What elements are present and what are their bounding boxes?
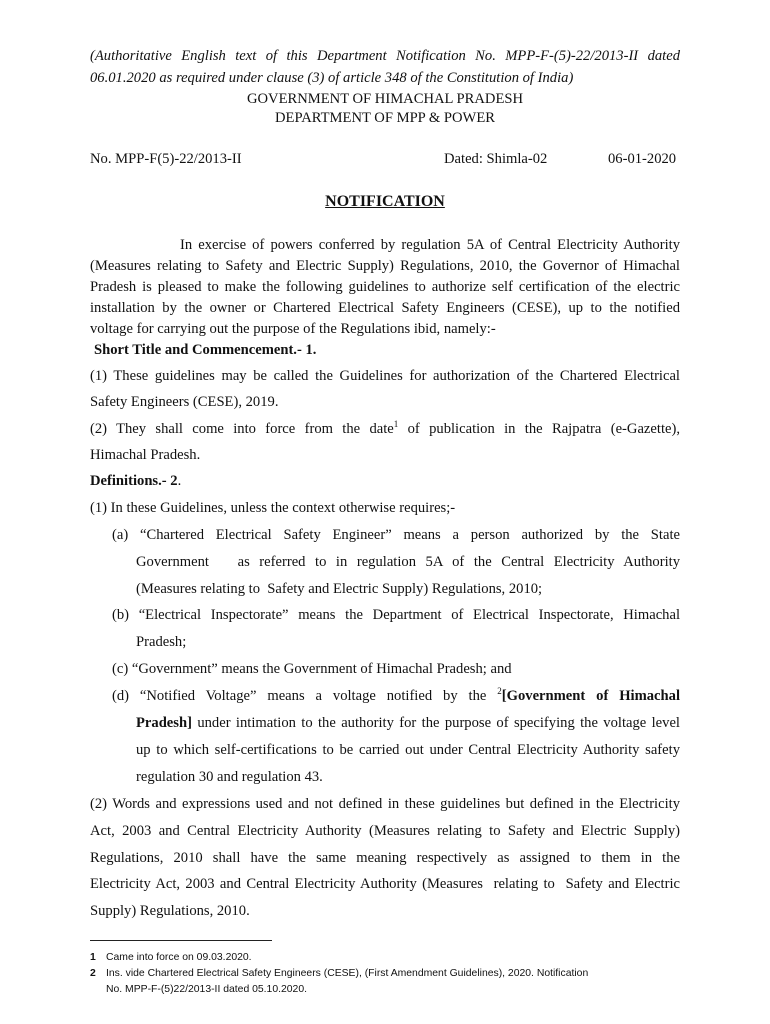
government-heading: GOVERNMENT OF HIMACHAL PRADESH (246, 91, 524, 107)
definition-a-line-1: (a) “Chartered Electrical Safety Engineer” means a person authorized by the State (112, 527, 680, 543)
definition-d-line-2: Pradesh] under intimation to the authority for the purpose of specifying the voltage level (136, 715, 680, 731)
definition-a-line-2: Government as referred to in regulation 5A of the Central Electricity Authority (136, 554, 680, 570)
definition-d-line-1: (d) “Notified Voltage” means a voltage notified by the $^2$[Government of Himachal (112, 686, 681, 704)
section-1-para-1-line-1: (1) These guidelines may be called the Guidelines for authorization of the Chartered Electrical (90, 368, 680, 384)
section-1-para-1-line-2: Safety Engineers (CESE), 2019. (90, 394, 279, 410)
section-1-para-2-line-2: Himachal Pradesh. (90, 447, 201, 463)
preamble-line-1: In exercise of powers conferred by regulation 5A of Central Electricity Authority (180, 237, 680, 253)
section-2-para-2-line-2: Act, 2003 and Central Electricity Authority (Measures relating to Safety and Electric Supply) (90, 823, 680, 839)
section-1-para-2-line-1: (2) They shall come into force from the date$^1$ of publication in the Rajpatra (e-Gazette), (90, 419, 680, 437)
section-2-para-2-line-3: Regulations, 2010 shall have the same meaning respectively as assigned to them in the (90, 850, 680, 866)
footnote-ref-2[interactable]: 2 (497, 686, 502, 696)
section-2-intro: (1) In these Guidelines, unless the context otherwise requires;- (90, 500, 456, 516)
footnote-2-cont: No. MPP-F-(5)22/2013-II dated 05.10.2020. (106, 984, 307, 995)
preamble-line-3: Pradesh is pleased to make the following guidelines to authorize self certification of the electric (90, 279, 680, 295)
definition-a-line-3: (Measures relating to Safety and Electric Supply) Regulations, 2010; (136, 581, 543, 597)
dated-place: Dated: Shimla-02 (444, 151, 548, 167)
page-title: NOTIFICATION (325, 193, 445, 210)
section-2-para-2-line-4: Electricity Act, 2003 and Central Electricity Authority (Measures relating to Safety and Electric (90, 876, 680, 892)
notification-number: No. MPP-F(5)-22/2013-II (90, 151, 242, 167)
section-1-heading: Short Title and Commencement.- 1. (94, 342, 317, 358)
authoritative-text-line-2: 06.01.2020 as required under clause (3) of article 348 of the Constitution of India) (90, 70, 574, 86)
preamble-line-5: voltage for carrying out the purpose of the Regulations ibid, namely:- (90, 321, 496, 337)
definition-d-line-3: up to which self-certifications to be carried out under Central Electricity Authority safety (136, 742, 680, 758)
footnote-1: 1 Came into force on 09.03.2020. (90, 952, 252, 963)
authoritative-text-line-1: (Authoritative English text of this Department Notification No. MPP-F-(5)-22/2013-II dated (90, 48, 680, 64)
footnote-divider (90, 940, 272, 941)
section-2-para-2-line-5: Supply) Regulations, 2010. (90, 903, 250, 919)
section-2-heading: Definitions.- 2. (90, 473, 182, 489)
preamble-line-2: (Measures relating to Safety and Electric Supply) Regulations, 2010, the Governor of Himachal (90, 258, 680, 274)
notification-date: 06-01-2020 (608, 151, 677, 167)
department-heading: DEPARTMENT OF MPP & POWER (275, 110, 495, 126)
definition-c-line-1: (c) “Government” means the Government of Himachal Pradesh; and (112, 661, 512, 677)
footnote-ref-1[interactable]: 1 (393, 419, 399, 429)
footnote-2: 2 Ins. vide Chartered Electrical Safety Engineers (CESE), (First Amendment Guidelines), 2020. Notification (90, 968, 589, 979)
preamble-line-4: installation by the owner or Chartered Electrical Safety Engineers (CESE), up to the notified (90, 300, 680, 316)
definition-b-line-1: (b) “Electrical Inspectorate” means the Department of Electrical Inspectorate, Himachal (112, 607, 680, 623)
definition-b-line-2: Pradesh; (136, 634, 187, 650)
section-2-para-2-line-1: (2) Words and expressions used and not defined in these guidelines but defined in the Electricity (90, 796, 680, 812)
definition-d-line-4: regulation 30 and regulation 43. (136, 769, 323, 785)
